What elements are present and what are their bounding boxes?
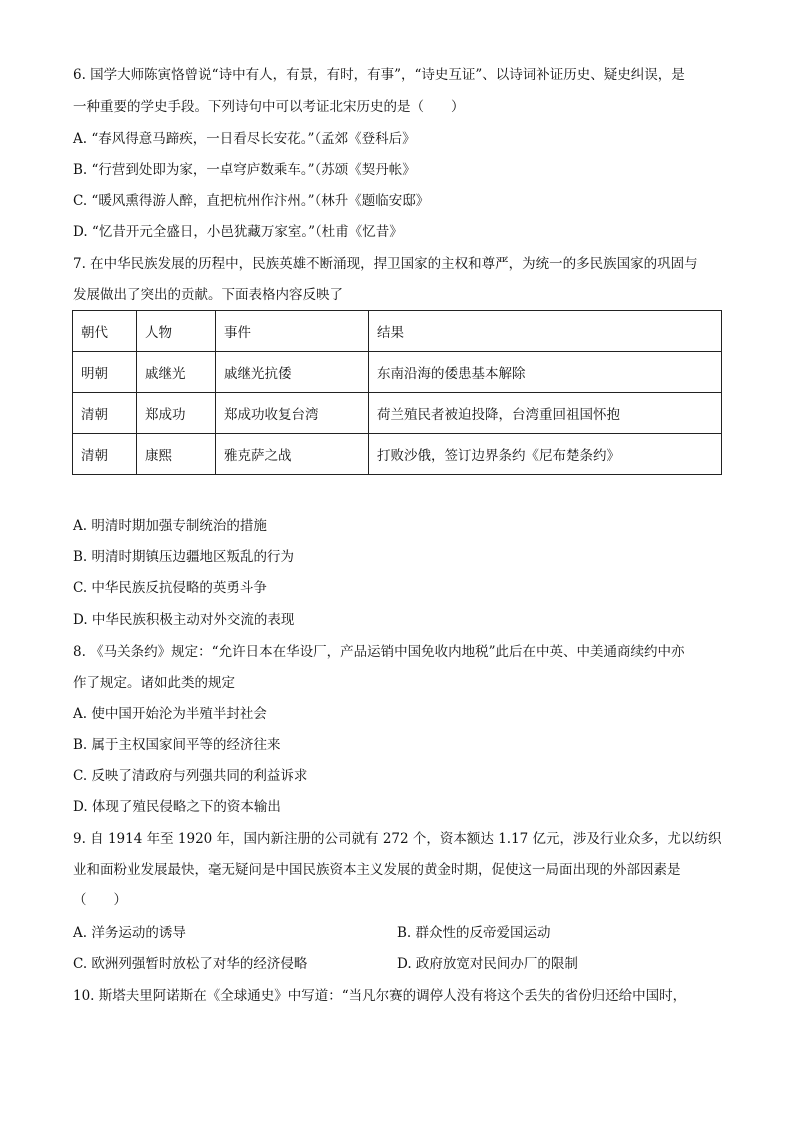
table-cell: 东南沿海的倭患基本解除 [369, 352, 722, 393]
q6-stem-line1: 6. 国学大师陈寅恪曾说“诗中有人，有景，有时，有事”，“诗史互证”、以诗词补证历史、疑史纠误，是 [73, 67, 685, 83]
table-row [73, 352, 722, 393]
q9-stem-line3: （ ） [73, 892, 127, 908]
q8-option-a: A. 使中国开始沦为半殖半封社会 [73, 706, 267, 722]
q8-option-d: D. 体现了殖民侵略之下的资本输出 [73, 799, 281, 815]
q8-option-b: B. 属于主权国家间平等的经济往来 [73, 737, 281, 753]
table-header-cell: 事件 [216, 311, 369, 352]
table-cell: 康熙 [137, 434, 216, 475]
q7-events-table [72, 310, 722, 475]
q9-option-c: C. 欧洲列强暂时放松了对华的经济侵略 [73, 956, 308, 972]
q6-option-b: B. “行营到处即为家，一卓穹庐数乘车。”（苏颂《契丹帐》 [73, 162, 416, 178]
q6-stem-line2: 一种重要的学史手段。下列诗句中可以考证北宋历史的是（ ） [73, 99, 465, 115]
q7-stem-line2: 发展做出了突出的贡献。下面表格内容反映了 [73, 287, 343, 303]
q6-option-c: C. “暖风熏得游人醉，直把杭州作汴州。”（林升《题临安邸》 [73, 193, 430, 209]
table-cell: 打败沙俄，签订边界条约《尼布楚条约》 [369, 434, 722, 475]
table-cell: 清朝 [73, 434, 137, 475]
table-cell: 荷兰殖民者被迫投降，台湾重回祖国怀抱 [369, 393, 722, 434]
q9-option-a: A. 洋务运动的诱导 [73, 925, 186, 941]
table-header-cell: 朝代 [73, 311, 137, 352]
table-header-row [73, 311, 722, 352]
table-cell: 郑成功收复台湾 [216, 393, 369, 434]
q9-stem-line2: 业和面粉业发展最快，毫无疑问是中国民族资本主义发展的黄金时期，促使这一局面出现的外部因素是 [73, 862, 681, 878]
q8-stem-line2: 作了规定。诸如此类的规定 [73, 675, 235, 691]
table-header-cell: 结果 [369, 311, 722, 352]
q7-stem-line1: 7. 在中华民族发展的历程中，民族英雄不断涌现，捍卫国家的主权和尊严，为统一的多民族国家的巩固与 [73, 256, 698, 272]
q9-stem-line1: 9. 自 1914 年至 1920 年，国内新注册的公司就有 272 个，资本额达 1.17 亿元，涉及行业众多，尤以纺织 [73, 831, 722, 847]
table-cell: 清朝 [73, 393, 137, 434]
q7-option-a: A. 明清时期加强专制统治的措施 [73, 518, 267, 534]
q8-stem-line1: 8. 《马关条约》规定：“允许日本在华设厂，产品运销中国免收内地税”此后在中英、中美通商续约中亦 [73, 644, 685, 660]
q9-option-d: D. 政府放宽对民间办厂的限制 [397, 956, 578, 972]
q6-option-a: A. “春风得意马蹄疾，一日看尽长安花。”（孟郊《登科后》 [73, 131, 416, 147]
table-cell: 雅克萨之战 [216, 434, 369, 475]
q10-stem-line1: 10. 斯塔夫里阿诺斯在《全球通史》中写道：“当凡尔赛的调停人没有将这个丢失的省份归还给中国时， [73, 988, 687, 1004]
table-header-cell: 人物 [137, 311, 216, 352]
table-cell: 戚继光抗倭 [216, 352, 369, 393]
q7-option-d: D. 中华民族积极主动对外交流的表现 [73, 612, 295, 628]
q7-option-b: B. 明清时期镇压边疆地区叛乱的行为 [73, 549, 295, 565]
q9-option-b: B. 群众性的反帝爱国运动 [397, 925, 551, 941]
table-cell: 明朝 [73, 352, 137, 393]
table-row [73, 434, 722, 475]
q7-option-c: C. 中华民族反抗侵略的英勇斗争 [73, 580, 267, 596]
q6-option-d: D. “忆昔开元全盛日，小邑犹藏万家室。”（杜甫《忆昔》 [73, 224, 403, 240]
table-cell: 郑成功 [137, 393, 216, 434]
table-cell: 戚继光 [137, 352, 216, 393]
table-row [73, 393, 722, 434]
q8-option-c: C. 反映了清政府与列强共同的利益诉求 [73, 768, 308, 784]
